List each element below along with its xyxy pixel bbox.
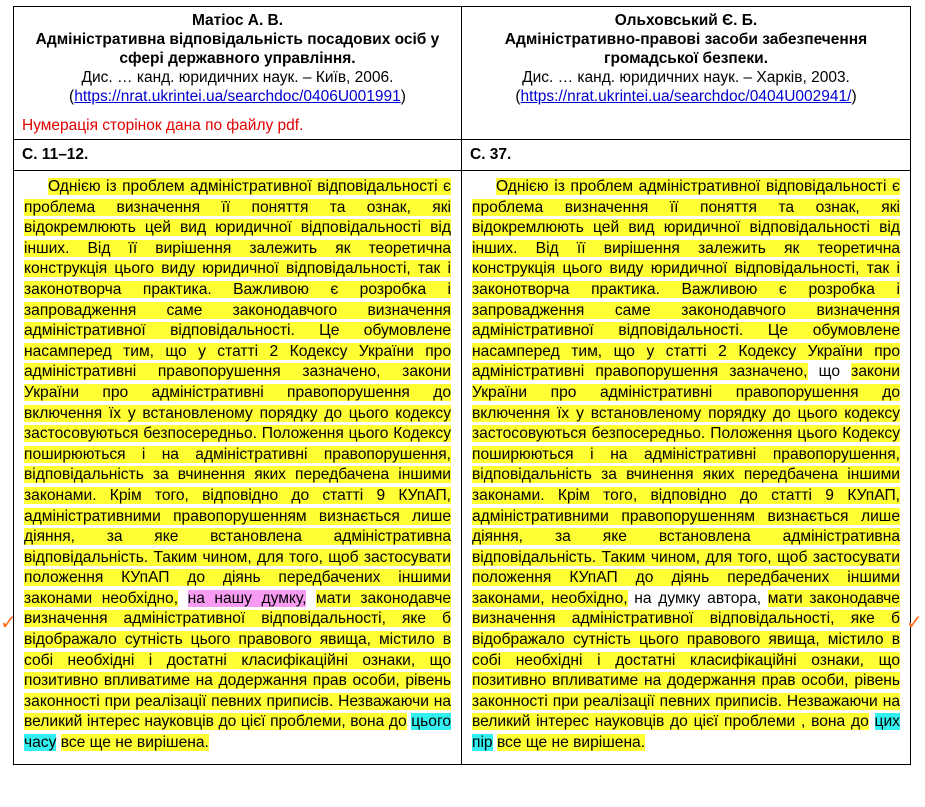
right-text-cell xyxy=(462,171,911,765)
right-meta: Дис. … канд. юридичних наук. – Харків, 2003. xyxy=(522,69,850,86)
left-passage xyxy=(24,177,451,754)
right-pages-cell xyxy=(462,140,911,171)
right-source-link[interactable]: https://nrat.ukrintei.ua/searchdoc/0404U002941/ xyxy=(520,88,852,105)
right-link-line xyxy=(470,87,902,106)
left-header-cell xyxy=(14,7,462,140)
left-link-line xyxy=(22,87,453,106)
right-mark-phrase: на думку автора, xyxy=(634,589,762,607)
left-text-a: Однією із проблем адміністративної відповідальності є проблема визначення її поняття та ознак, які відокремлюють цей вид юридичної відповідальності від інших. Від її вирішення залежить як теоретична конструкція цього виду юридичної відповідальності, так і законотворча практика. Важливою є розробка і запровадження саме законодавчого визначення адміністративної відповідальності. Це обумовлене насамперед тим, що у статті 2 Кодексу України про адміністративні правопорушення зазначено, закони України про адміністративні правопорушення до включення їх у встановленому порядку до цього кодексу застосовуються безпосередньо. Положення цього Кодексу поширюються і на адміністративні правопорушення, відповідальність за вчинення яких передбачена іншими законами. Крім того, відповідно до статті 9 КУпАП, адміністративними правопорушенням визнається лише діяння, за яке встановлена адміністративна відповідальність. Таким чином, для того, щоб застосувати положення КУпАП до діянь передбачених іншими законами необхідно, xyxy=(24,178,451,607)
checkmark-icon: ✓ xyxy=(906,610,923,634)
right-mark-insert: що xyxy=(818,363,840,381)
left-title: Адміністративна відповідальність посадових осіб у сфері державного управління. xyxy=(35,31,440,67)
left-note: Нумерація сторінок дана по файлу pdf. xyxy=(22,117,304,134)
left-author: Матіос А. В. xyxy=(191,12,284,29)
right-header-cell xyxy=(462,7,911,140)
pages-row xyxy=(14,140,911,171)
left-pages: С. 11–12. xyxy=(22,146,89,163)
left-pages-cell xyxy=(14,140,462,171)
comparison-sheet xyxy=(13,6,910,765)
left-link-close: ) xyxy=(400,88,406,105)
right-text-b: мати законодавче визначення адміністративної відповідальності, яке б відображало сутність цього правового явища, містило в собі необхідні і достатні класифікаційні ознаки, що позитивно впливатиме на додержання прав особи, рівень законності при реалізації певних приписів. Незважаючи на великий інтерес науковців до цієї проблеми , вона до xyxy=(472,589,900,731)
right-text-a: Однією із проблем адміністративної відповідальності є проблема визначення її поняття та ознак, які відокремлюють цей вид юридичної відповідальності від інших. Від її вирішення залежить як теоретична конструкція цього виду юридичної відповідальності, так і законотворча практика. Важливою є розробка і запровадження саме законодавчого визначення адміністративної відповідальності. Це обумовлене насамперед тим, що у статті 2 Кодексу України про адміністративні правопорушення зазначено, xyxy=(472,178,900,381)
left-source-link[interactable]: https://nrat.ukrintei.ua/searchdoc/0406U001991 xyxy=(74,88,401,105)
right-pages: С. 37. xyxy=(470,146,512,163)
left-meta: Дис. … канд. юридичних наук. – Київ, 2006. xyxy=(81,69,394,86)
comparison-table xyxy=(13,6,911,765)
right-author: Ольховський Є. Б. xyxy=(614,12,758,29)
left-text-b: мати законодавче визначення адміністративної відповідальності, яке б відображало сутність цього правового явища, містило в собі необхідні і достатні класифікаційні ознаки, що позитивно впливатиме на додержання прав особи, рівень законності при реалізації певних приписів. Незважаючи на великий інтерес науковців до цієї проблеми, вона до xyxy=(24,589,451,731)
right-link-open: ( xyxy=(515,88,521,105)
right-passage xyxy=(472,177,900,754)
text-row xyxy=(14,171,911,765)
left-link-open: ( xyxy=(69,88,75,105)
right-mark-time: цих пір xyxy=(472,713,900,752)
left-mark-phrase: на нашу думку, xyxy=(187,589,307,607)
right-text-a2: закони України про адміністративні правопорушення до включення їх у встановленому порядку до цього кодексу застосовуються безпосередньо. Положення цього Кодексу поширюються і на адміністративні правопорушення, відповідальність за вчинення яких передбачена іншими законами. Крім того, відповідно до статті 9 КУпАП, адміністративними правопорушенням визнається лише діяння, за яке встановлена адміністративна відповідальність. Таким чином, для того, щоб застосувати положення КУпАП до діянь передбачених іншими законами, необхідно, xyxy=(472,363,900,607)
left-text-c: все ще не вирішена. xyxy=(60,734,209,752)
header-row xyxy=(14,7,911,140)
checkmark-icon: ✓ xyxy=(0,610,17,634)
left-mark-time: цього часу xyxy=(24,713,451,752)
right-title: Адміністративно-правові засоби забезпечення громадської безпеки. xyxy=(504,31,868,67)
right-text-c: все ще не вирішена. xyxy=(496,734,646,752)
right-link-close: ) xyxy=(851,88,857,105)
left-text-cell xyxy=(14,171,462,765)
